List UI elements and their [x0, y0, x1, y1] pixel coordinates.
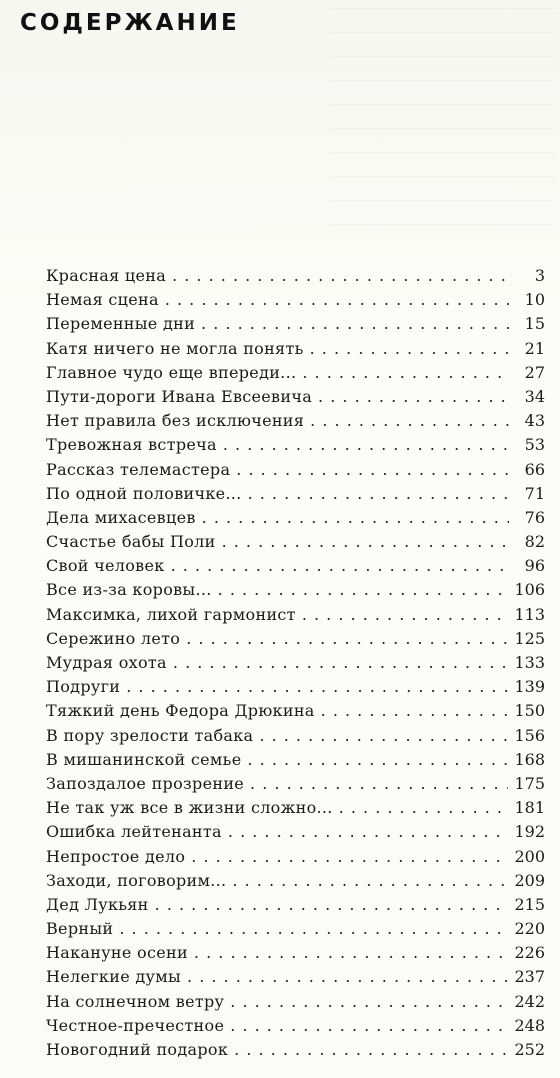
- toc-entry: [46, 845, 545, 869]
- toc-entry-page-number: 82: [524, 532, 545, 552]
- dot-leader: [222, 530, 509, 554]
- toc-entry: [46, 433, 545, 457]
- toc-entry-title: По одной половичке...: [46, 483, 242, 503]
- dot-leader: [194, 941, 509, 965]
- toc-entry-title: Счастье бабы Поли: [46, 532, 216, 552]
- toc-entry: [46, 530, 545, 554]
- toc-entry-title: Свой человек: [46, 556, 165, 576]
- toc-entry-page-number: 21: [524, 338, 545, 358]
- toc-entry-title: Честное-пречестное: [46, 1015, 225, 1035]
- toc-entry-page-number: 27: [524, 362, 545, 382]
- dot-leader: [202, 506, 509, 530]
- dot-leader: [230, 1014, 508, 1038]
- toc-entry-title: Тревожная встреча: [46, 435, 217, 455]
- toc-entry-title: Запоздалое прозрение: [46, 773, 245, 793]
- dot-leader: [165, 288, 509, 312]
- toc-entry: [46, 675, 545, 699]
- dot-leader: [339, 796, 509, 820]
- dot-leader: [259, 724, 508, 748]
- toc-entry: [46, 361, 545, 385]
- dot-leader: [172, 264, 509, 288]
- toc-entry-title: Дела михасевцев: [46, 507, 196, 527]
- toc-entry-page-number: 96: [524, 556, 545, 576]
- toc-entry: [46, 1038, 545, 1062]
- dot-leader: [201, 312, 509, 336]
- toc-entry-title: Пути-дороги Ивана Евсеевича: [46, 386, 313, 406]
- toc-entry: [46, 627, 545, 651]
- toc-entry-page-number: 168: [514, 749, 545, 769]
- toc-entry-page-number: 209: [514, 870, 545, 890]
- toc-entry-title: Красная цена: [46, 266, 167, 285]
- toc-entry-page-number: 192: [514, 822, 545, 842]
- toc-entry: [46, 748, 545, 772]
- toc-entry-title: Катя ничего не могла понять: [46, 338, 304, 358]
- toc-entry-title: Новогодний подарок: [46, 1040, 229, 1059]
- toc-entry-page-number: 237: [514, 967, 545, 987]
- dot-leader: [232, 869, 508, 893]
- toc-entry-title: На солнечном ветру: [46, 991, 225, 1011]
- toc-entry-title: Не так уж все в жизни сложно...: [46, 798, 333, 818]
- toc-entry: [46, 264, 545, 288]
- show-through-text: [330, 8, 555, 238]
- toc-entry-title: Рассказ телемастера: [46, 459, 231, 479]
- dot-leader: [321, 699, 509, 723]
- dot-leader: [228, 820, 509, 844]
- toc-entry: [46, 312, 545, 336]
- dot-leader: [186, 627, 508, 651]
- dot-leader: [318, 385, 509, 409]
- toc-entry-page-number: 106: [514, 580, 545, 600]
- dot-leader: [234, 1038, 508, 1062]
- toc-entry-title: Нелегкие думы: [46, 967, 182, 987]
- toc-entry-title: Накануне осени: [46, 943, 188, 963]
- dot-leader: [173, 651, 509, 675]
- toc-entry-page-number: 113: [514, 604, 545, 624]
- toc-entry-title: В мишанинской семье: [46, 749, 242, 769]
- toc-entry: [46, 506, 545, 530]
- dot-leader: [236, 458, 509, 482]
- dot-leader: [302, 361, 509, 385]
- toc-entry: [46, 409, 545, 433]
- toc-entry-page-number: 150: [514, 701, 545, 721]
- toc-entry: [46, 941, 545, 965]
- toc-entry-title: Дед Лукьян: [46, 894, 149, 914]
- dot-leader: [218, 578, 509, 602]
- toc-entry-page-number: 175: [514, 773, 545, 793]
- toc-entry: [46, 288, 545, 312]
- dot-leader: [171, 554, 509, 578]
- toc-entry-title: Главное чудо еще впереди...: [46, 362, 297, 382]
- toc-entry: [46, 337, 545, 361]
- toc-entry: [46, 482, 545, 506]
- toc-entry-title: Все из-за коровы...: [46, 580, 212, 600]
- toc-entry-page-number: 53: [524, 435, 545, 455]
- toc-entry: [46, 772, 545, 796]
- toc-entry: [46, 893, 545, 917]
- dot-leader: [155, 893, 509, 917]
- toc-entry-page-number: 76: [524, 507, 545, 527]
- toc-entry: [46, 724, 545, 748]
- toc-entry-title: Максимка, лихой гармонист: [46, 604, 296, 624]
- toc-entry-title: Подруги: [46, 677, 121, 697]
- toc-entry-title: В пору зрелости табака: [46, 725, 254, 745]
- toc-entry-page-number: 3: [534, 266, 545, 285]
- toc-entry-title: Верный: [46, 919, 114, 939]
- toc-entry: [46, 796, 545, 820]
- dot-leader: [223, 433, 509, 457]
- toc-entry-page-number: 139: [514, 677, 545, 697]
- toc-entry-page-number: 43: [524, 411, 545, 431]
- toc-entry: [46, 1014, 545, 1038]
- toc-entry-page-number: 220: [514, 919, 545, 939]
- dot-leader: [191, 845, 508, 869]
- toc-entry: [46, 917, 545, 941]
- toc-entry-title: Немая сцена: [46, 290, 159, 310]
- toc-entry: [46, 578, 545, 602]
- toc-entry-page-number: 15: [524, 314, 545, 334]
- toc-entry-page-number: 226: [514, 943, 545, 963]
- toc-entry: [46, 699, 545, 723]
- page-title: СОДЕРЖАНИЕ: [20, 10, 240, 36]
- toc-entry-page-number: 10: [524, 290, 545, 310]
- toc-entry: [46, 385, 545, 409]
- toc-entry: [46, 869, 545, 893]
- dot-leader: [187, 965, 508, 989]
- toc-entry-page-number: 71: [524, 483, 545, 503]
- toc-entry: [46, 458, 545, 482]
- dot-leader: [119, 917, 508, 941]
- dot-leader: [310, 409, 509, 433]
- toc-entry-title: Сережино лето: [46, 628, 181, 648]
- dot-leader: [126, 675, 508, 699]
- toc-entry-title: Непростое дело: [46, 846, 186, 866]
- dot-leader: [230, 990, 508, 1014]
- toc-entry-title: Заходи, поговорим...: [46, 870, 227, 890]
- dot-leader: [250, 772, 508, 796]
- toc-entry-title: Мудрая охота: [46, 653, 167, 672]
- toc-entry: [46, 651, 545, 675]
- toc-entry: [46, 965, 545, 989]
- table-of-contents: [46, 264, 545, 1062]
- toc-entry: [46, 554, 545, 578]
- toc-entry-page-number: 248: [514, 1015, 545, 1035]
- toc-entry-page-number: 215: [514, 894, 545, 914]
- dot-leader: [248, 482, 509, 506]
- toc-entry-title: Переменные дни: [46, 314, 196, 334]
- toc-entry-title: Тяжкий день Федора Дрюкина: [46, 701, 315, 721]
- toc-entry-page-number: 133: [514, 653, 545, 672]
- dot-leader: [302, 603, 509, 627]
- toc-entry-page-number: 34: [524, 386, 545, 406]
- toc-entry: [46, 990, 545, 1014]
- toc-entry-page-number: 252: [514, 1040, 545, 1059]
- dot-leader: [310, 337, 509, 361]
- toc-entry-page-number: 181: [514, 798, 545, 818]
- toc-entry-page-number: 125: [514, 628, 545, 648]
- toc-entry: [46, 603, 545, 627]
- toc-entry-page-number: 66: [524, 459, 545, 479]
- toc-entry-page-number: 200: [514, 846, 545, 866]
- toc-entry-title: Ошибка лейтенанта: [46, 822, 222, 842]
- toc-entry-title: Нет правила без исключения: [46, 411, 305, 431]
- toc-entry-page-number: 156: [514, 725, 545, 745]
- toc-entry: [46, 820, 545, 844]
- dot-leader: [247, 748, 508, 772]
- toc-entry-page-number: 242: [514, 991, 545, 1011]
